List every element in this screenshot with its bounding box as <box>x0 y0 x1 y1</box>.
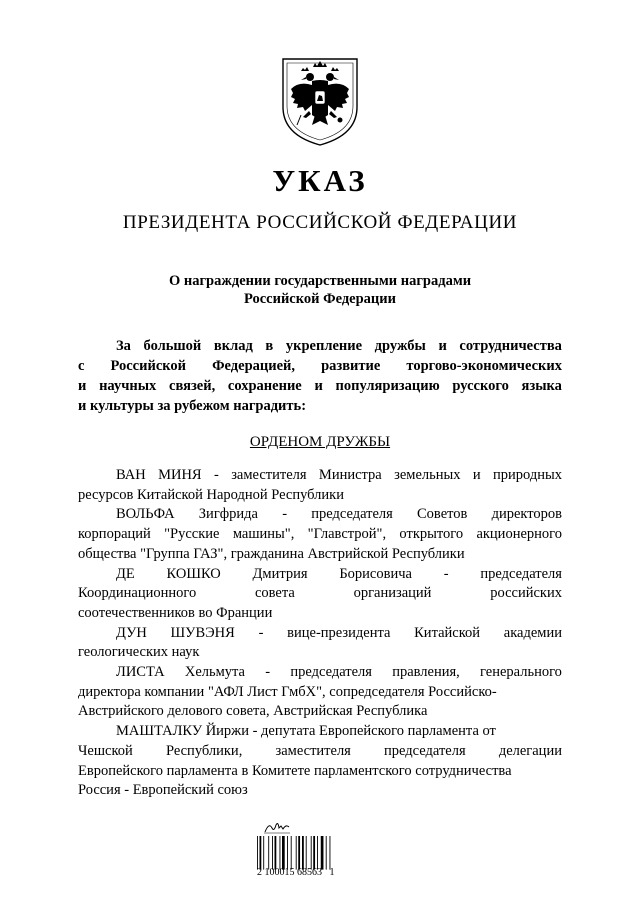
text-line: Австрийского делового совета, Австрийская Республика <box>78 703 428 720</box>
word: - <box>213 467 219 483</box>
word: Российской <box>110 358 187 374</box>
word: земельных <box>394 467 461 483</box>
word: Зигфрида <box>198 506 258 523</box>
justified-line <box>78 624 562 644</box>
word: и <box>314 378 323 394</box>
word: председателя <box>290 664 372 681</box>
justified-line <box>78 336 562 356</box>
registration-stamp-icon <box>263 820 291 834</box>
word: Китайской <box>414 624 481 641</box>
heading-line: О награждении государственными наградами <box>168 273 472 289</box>
word: и <box>438 338 447 354</box>
word: вице-президента <box>287 624 391 641</box>
word: Советов <box>417 506 468 523</box>
barcode-bar <box>306 836 307 870</box>
word: ДЕ <box>116 565 135 582</box>
barcode-bar <box>311 836 312 870</box>
barcode-bar <box>326 836 327 870</box>
word: - <box>265 664 271 681</box>
barcode-bar <box>257 836 258 870</box>
decree-title: УКАЗ <box>272 163 368 198</box>
barcode-bar <box>296 836 297 870</box>
word: "Русские <box>164 526 220 543</box>
text-line: соотечественников во Франции <box>78 604 273 621</box>
word: - <box>258 624 264 641</box>
word: российских <box>490 585 562 602</box>
order-name-text: ОРДЕНОМ ДРУЖБЫ <box>249 434 391 450</box>
word: вклад <box>213 338 253 354</box>
word: Координационного <box>78 585 197 602</box>
barcode-bar <box>291 836 292 870</box>
word: делегации <box>498 742 562 759</box>
word: развитие <box>321 358 381 374</box>
justified-line <box>78 742 562 762</box>
word: укрепление <box>285 338 363 354</box>
word: совета <box>254 585 295 602</box>
word: академии <box>503 624 562 641</box>
justified-line <box>78 663 562 683</box>
word: ВАН <box>116 467 146 483</box>
barcode-bar <box>302 836 304 870</box>
word: "Главстрой", <box>307 526 387 543</box>
word: МИНЯ <box>158 467 202 483</box>
awards-list <box>78 466 562 801</box>
text-line: Европейского парламента в Комитете парламентского сотрудничества <box>78 762 512 779</box>
word: Федерацией, <box>212 358 296 374</box>
barcode-bar <box>275 836 277 870</box>
justified-line <box>78 376 562 396</box>
text-line: геологических наук <box>78 644 200 661</box>
word: и <box>472 467 481 483</box>
word: заместителя <box>275 742 351 759</box>
justified-line <box>78 356 562 376</box>
award-entry <box>78 722 562 801</box>
word: машины", <box>232 526 295 543</box>
barcode-bar <box>317 836 318 870</box>
decree-heading <box>0 272 640 308</box>
word: - <box>282 506 288 523</box>
word: председателя <box>384 742 466 759</box>
text-line: и культуры за рубежом наградить: <box>78 398 307 414</box>
word: языка <box>521 378 562 394</box>
award-entry <box>78 565 562 624</box>
word: - <box>443 565 449 582</box>
word: торгово-экономических <box>406 358 562 374</box>
word: председателя <box>311 506 393 523</box>
barcode-number: 2 100015 68563 1 <box>257 867 335 878</box>
word: ВОЛЬФА <box>116 506 175 523</box>
barcode-bar <box>313 836 315 870</box>
word: Хельмута <box>184 664 245 681</box>
word: с <box>78 358 85 374</box>
word: ЛИСТА <box>116 664 165 681</box>
barcode-bar <box>282 836 285 870</box>
heading-line: Российской Федерации <box>243 291 396 307</box>
order-name <box>0 432 640 452</box>
barcode-bar <box>260 836 262 870</box>
barcode-bar <box>330 836 331 870</box>
justified-line <box>78 565 562 585</box>
text-line: ресурсов Китайской Народной Республики <box>78 486 344 503</box>
barcode-bar <box>268 836 269 870</box>
text-line: МАШТАЛКУ Йиржи - депутата Европейского парламента от <box>116 723 496 740</box>
word: Чешской <box>78 742 133 759</box>
award-entry <box>78 505 562 564</box>
award-entry <box>78 663 562 722</box>
word: Министра <box>318 467 382 483</box>
word: Борисовича <box>339 565 412 582</box>
word: дружбы <box>374 338 426 354</box>
word: За <box>116 338 131 354</box>
word: в <box>265 338 274 354</box>
word: ШУВЭНЯ <box>170 624 235 641</box>
word: акционерного <box>476 526 562 543</box>
decree-preamble <box>78 336 562 416</box>
word: организаций <box>353 585 432 602</box>
barcode-bar <box>298 836 300 870</box>
justified-line <box>78 466 562 486</box>
coat-of-arms-emblem-icon <box>279 55 361 147</box>
word: КОШКО <box>166 565 221 582</box>
word: директоров <box>491 506 562 523</box>
text-line: общества "Группа ГАЗ", гражданина Австрийской Республики <box>78 545 465 562</box>
word: сотрудничества <box>459 338 562 354</box>
word: сохранение <box>227 378 302 394</box>
award-entry <box>78 624 562 663</box>
word: большой <box>143 338 202 354</box>
word: корпораций <box>78 526 151 543</box>
word: научных <box>99 378 157 394</box>
word: связей, <box>169 378 216 394</box>
decree-subtitle: ПРЕЗИДЕНТА РОССИЙСКОЙ ФЕДЕРАЦИИ <box>122 212 518 233</box>
barcode-bar <box>263 836 264 870</box>
award-entry <box>78 466 562 505</box>
word: открытого <box>399 526 464 543</box>
text-line: Россия - Европейский союз <box>78 782 248 799</box>
barcode-bar <box>287 836 288 870</box>
word: русского <box>452 378 509 394</box>
barcode-bar <box>280 836 281 870</box>
justified-line <box>78 525 562 545</box>
word: генерального <box>480 664 562 681</box>
justified-line <box>78 584 562 604</box>
word: популяризацию <box>335 378 440 394</box>
word: Республики, <box>165 742 243 759</box>
text-line: директора компании "АФЛ Лист ГмбХ", сопредседателя Российско- <box>78 683 497 700</box>
barcode-bar <box>321 836 324 870</box>
barcode-block <box>251 820 371 880</box>
word: председателя <box>480 565 562 582</box>
word: и <box>78 378 87 394</box>
word: заместителя <box>231 467 307 483</box>
word: Дмитрия <box>252 565 308 582</box>
word: ДУН <box>116 624 147 641</box>
word: правления, <box>392 664 460 681</box>
word: природных <box>493 467 562 483</box>
barcode-bar <box>272 836 273 870</box>
justified-line <box>78 505 562 525</box>
